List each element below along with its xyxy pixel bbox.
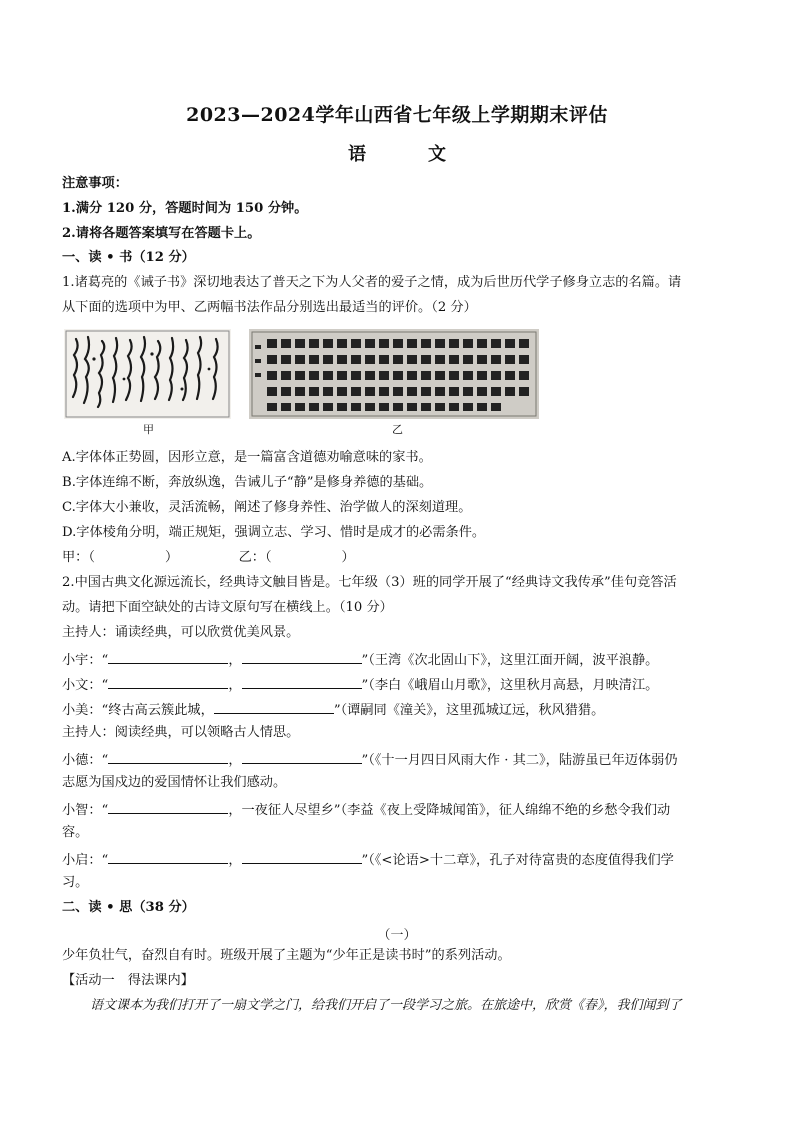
xiaozhi-line: [62, 799, 670, 820]
question-1-line-2: 从下面的选项中为甲、乙两幅书法作品分别选出最适当的评价。（2 分）: [62, 300, 477, 315]
xiaoqi-source: ”（《<论语>十二章》，孔子对待富贵的态度值得我们学: [361, 853, 674, 868]
answer-yi-close: ）: [341, 550, 355, 565]
xiaoyu-line: [62, 649, 658, 670]
xiaoqi-line: [62, 849, 674, 870]
activity-1-heading: 【活动一 得法课内】: [62, 973, 194, 988]
exam-title: 2023—2024学年山西省七年级上学期期末评估: [186, 104, 608, 126]
xiaoqi-prefix: 小启：“: [62, 853, 109, 868]
fill-blank[interactable]: [242, 649, 362, 664]
answer-jia-label: 甲：（: [62, 550, 95, 565]
comma: ，: [228, 678, 242, 693]
xiaowen-line: [62, 674, 658, 695]
option-b: B.字体连绵不断，奔放纵逸，告诫儿子“静”是修身养德的基础。: [62, 475, 433, 490]
xiaozhi-prefix: 小智：“: [62, 803, 109, 818]
section-2-heading: 二、读 • 思（38 分）: [62, 900, 195, 915]
xiaoqi-continuation: 习。: [62, 875, 89, 890]
answer-yi-label: 乙：（: [238, 550, 272, 565]
xiaoyu-prefix: 小宇：“: [62, 653, 109, 668]
fill-blank[interactable]: [108, 674, 228, 689]
comma: ，: [228, 753, 242, 768]
comma: ，: [228, 653, 242, 668]
notes-heading: 注意事项：: [62, 176, 128, 191]
xiaode-source: ”（《十一月四日风雨大作 · 其二》，陆游虽已年迈体弱仍: [361, 753, 678, 768]
answer-jia-close: ）: [164, 550, 179, 565]
option-c: C.字体大小兼收，灵活流畅，阐述了修身养性、治学做人的深刻道理。: [62, 500, 472, 515]
subject-title: 语 文: [348, 144, 468, 165]
xiaomei-line: [62, 699, 604, 720]
section-1-heading: 一、读 • 书（12 分）: [62, 250, 195, 265]
xiaode-prefix: 小德：“: [62, 753, 109, 768]
calligraphy-image-jia: [64, 329, 231, 419]
fill-blank[interactable]: [108, 849, 228, 864]
fill-blank[interactable]: [214, 699, 334, 714]
image-label-jia: 甲: [143, 423, 154, 436]
xiaozhi-source: ，一夜征人尽望乡”（李益《夜上受降城闻笛》，征人绵绵不绝的乡愁令我们动: [228, 803, 671, 818]
xiaoyu-source: ”（王湾《次北固山下》，这里江面开阔，波平浪静。: [361, 653, 659, 668]
host-line-2: 主持人：阅读经典，可以领略古人情思。: [62, 725, 300, 740]
option-a: A.字体体正势圆，因形立意，是一篇富含道德劝喻意味的家书。: [62, 450, 432, 465]
answer-row: [62, 549, 355, 567]
xiaowen-prefix: 小文：“: [62, 678, 109, 693]
fill-blank[interactable]: [108, 749, 228, 764]
question-2-line-1: 2.中国古典文化源远流长，经典诗文触目皆是。七年级（3）班的同学开展了“经典诗文我传承”佳句竞答活: [62, 575, 677, 590]
question-1-line-1: 1.诸葛亮的《诫子书》深切地表达了普天之下为人父者的爱子之情，成为后世历代学子修身立志的名篇。请: [62, 275, 682, 290]
xiaode-line: [62, 749, 678, 770]
xiaowen-source: ”（李白《峨眉山月歌》，这里秋月高悬，月映清江。: [361, 678, 659, 693]
fill-blank[interactable]: [108, 649, 228, 664]
option-d: D.字体棱角分明，端正规矩，强调立志、学习、惜时是成才的必需条件。: [62, 525, 486, 540]
comma: ，: [228, 853, 242, 868]
fill-blank[interactable]: [108, 799, 228, 814]
section-2-intro: 少年负壮气，奋烈自有时。班级开展了主题为“少年正是读书时”的系列活动。: [62, 948, 511, 963]
host-line-1: 主持人：诵读经典，可以欣赏优美风景。: [62, 625, 300, 640]
notes-item-1: 1.满分 120 分，答题时间为 150 分钟。: [62, 201, 308, 216]
xiaode-continuation: 志愿为国戍边的爱国情怀让我们感动。: [62, 775, 287, 790]
reading-passage: 语文课本为我们打开了一扇文学之门，给我们开启了一段学习之旅。在旅途中，欣赏《春》，我们闻到了: [90, 998, 682, 1013]
fill-blank[interactable]: [242, 849, 362, 864]
xiaozhi-continuation: 容。: [62, 825, 89, 840]
part-one-label: （一）: [377, 928, 417, 943]
xiaomei-prefix: 小美：“终古高云簇此城，: [62, 703, 214, 718]
fill-blank[interactable]: [242, 749, 362, 764]
xiaomei-source: ”（谭嗣同《潼关》，这里孤城辽远，秋风猎猎。: [333, 703, 605, 718]
question-2-line-2: 动。请把下面空缺处的古诗文原句写在横线上。（10 分）: [62, 600, 393, 615]
notes-item-2: 2.请将各题答案填写在答题卡上。: [62, 226, 261, 241]
fill-blank[interactable]: [242, 674, 362, 689]
image-label-yi: 乙: [392, 423, 403, 436]
calligraphy-image-yi: [249, 329, 539, 419]
